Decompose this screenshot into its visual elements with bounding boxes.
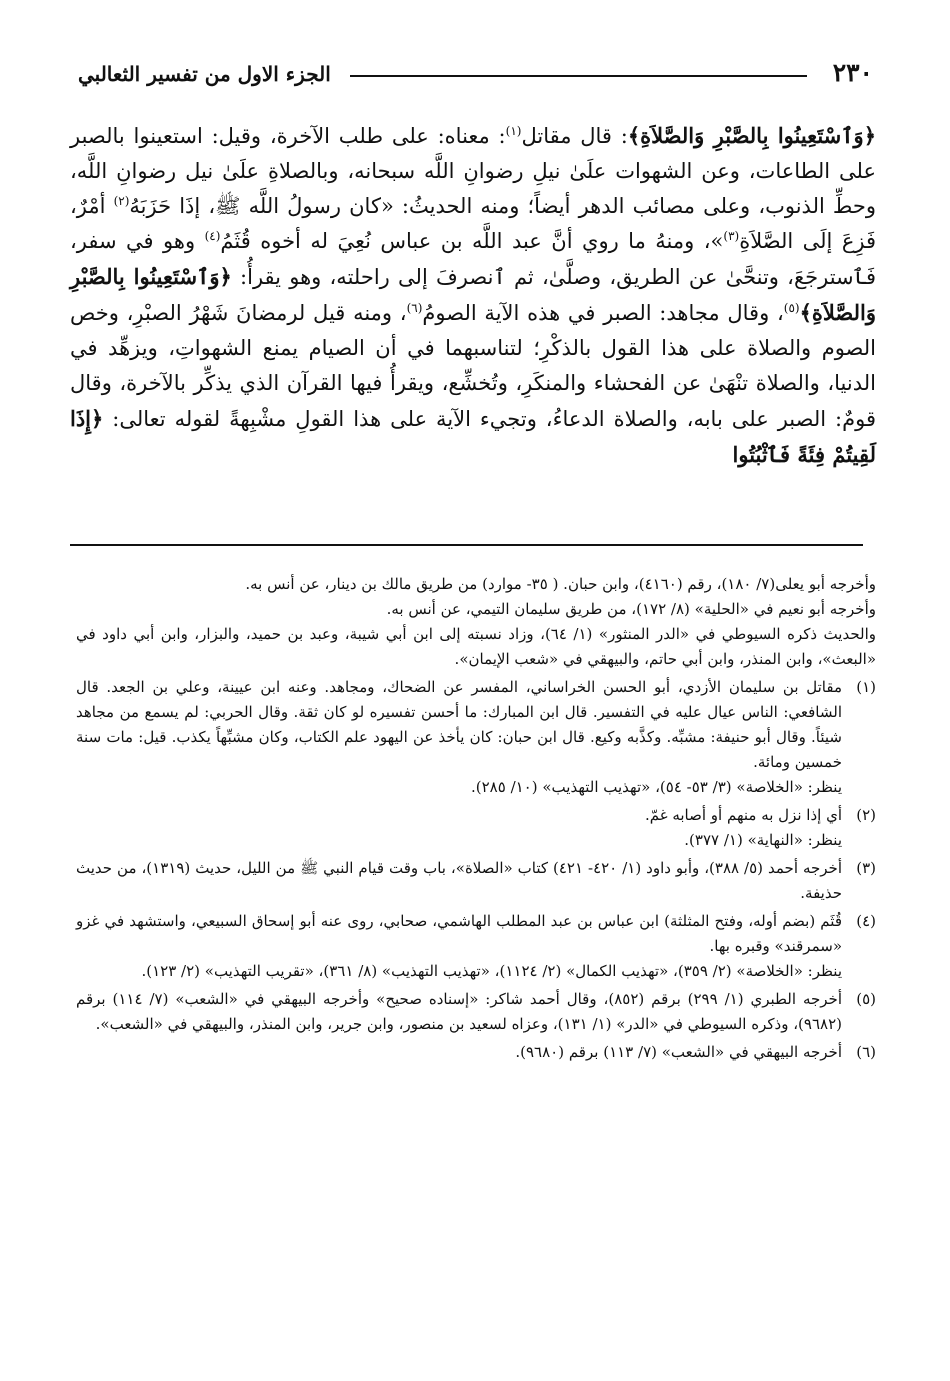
footnotes [76,572,876,1065]
footnote-number: (٦) [856,1043,876,1061]
text-run: »، ومنهُ ما روي أنَّ عبد اللَّه بن عباس نُعِيَ له أخوه قُثَمُ [220,229,724,253]
footnote-ref: (٢) [113,194,130,208]
footnote-number: (٥) [856,990,876,1008]
footnote-item [76,1040,876,1065]
footnote-body [76,675,842,800]
footnote-line: ينظر: «النهاية» (١/ ٣٧٧). [684,831,842,849]
footnote-ref: (٥) [783,301,800,315]
footnote-ref: (٤) [204,229,221,243]
footnote-line: أخرجه أحمد (٥/ ٣٨٨)، وأبو داود (١/ ٤٢٠- ٤٢١) كتاب «الصلاة»، باب وقت قيام النبي ﷺ من الليل، حديث (١٣١٩)، من حديث حذيفة. [76,859,842,902]
footnote-number: (١) [856,678,876,696]
footnote-ref: (٣) [723,229,740,243]
footnote-item [76,987,876,1037]
footnote-line: ينظر: «الخلاصة» (٢/ ٣٥٩)، «تهذيب الكمال» (٢/ ١١٢٤)، «تهذيب التهذيب» (٨/ ٣٦١)، «تقريب التهذيب» (٢/ ١٢٣). [141,962,842,980]
footnote-line: والحديث ذكره السيوطي في «الدر المنثور» (١/ ٦٤)، وزاد نسبته إلى ابن أبي شيبة، وعبد بن حميد، والبزار، وابن أبي داود في «البعث»، وابن المنذر، وابن أبي حاتم، والبيهقي في «شعب الإيمان». [76,625,876,668]
footnote-line: مقاتل بن سليمان الأزدي، أبو الحسن الخراساني، المفسر عن الضحاك، ومجاهد. وعنه ابن عيينة، وعلي بن الجعد. قال الشافعي: الناس عيال عليه في التفسير. قال ابن المبارك: ما أحسن تفسيره لو كان ثقة. وقال الحربي: لم يسمع من مجاهد شيئاً. وقال أبو حنيفة: مشبِّه. وكذَّبه وكيع. قال ابن حبان: كان يأخذ عن اليهود علم الكتاب، وكان مشبِّهاً يكذب. قيل: مات سنة خمسين ومائة. [76,678,842,771]
running-header [78,58,873,92]
text-run: : معناه: على طلب الآخرة، وقيل: استعينوا بالصبر على الطاعات، وعن الشهوات علَىٰ نيلِ رضوانِ اللَّه سبحانه، وبالصلاةِ علَىٰ نيل رضوانِ اللَّه، وحطِّ الذنوب، وعلى مصائب الدهر أيضاً؛ ومنه الحديثُ: «كان رسولُ اللَّه ﷺ، إذَا حَزَبَهُ [70,124,876,218]
footnote-item [76,675,876,800]
running-title: الجزء الاول من تفسير الثعالبي [78,62,331,86]
page-number: ٢٣٠ [832,58,873,87]
footnote-ref: (٦) [406,301,423,315]
footnote-line: أخرجه الطبري (١/ ٢٩٩) برقم (٨٥٢)، وقال أحمد شاكر: «إسناده صحيح» وأخرجه البيهقي في «الشعب» (٧/ ١١٤) برقم (٩٦٨٢)، وذكره السيوطي في «الدر» (١/ ١٣١)، وعزاه لسعيد بن منصور، وابن جرير، وابن المنذر، والبيهقي في «الشعب». [76,990,842,1033]
footnote-separator [70,544,863,546]
main-text [70,118,876,473]
quran-verse: ﴿وَٱسْتَعِينُوا بِالصَّبْرِ وَالصَّلاَةِ﴾ [627,123,876,148]
header-rule [350,75,807,77]
footnote-item [76,803,876,853]
footnote-body [76,909,842,984]
footnote-ref: (١) [505,124,522,138]
text-run: وهو في سفر، فَٱسترجَعَ، وتنحَّىٰ عن الطريق، وصلَّىٰ، ثم ٱنصرفَ إلى راحلته، وهو يقرأُ: [70,229,876,289]
footnote-item [76,909,876,984]
footnote-body [76,856,842,906]
text-run: : قال مقاتل [521,124,628,148]
quran-verse: ﴿وَٱسْتَعِينُوا بِالصَّبْرِ وَالصَّلاَةِ﴾ [70,264,877,325]
text-run: أمْرٌ، فَزِعَ إلَى الصَّلاَةِ [70,194,876,253]
footnote-line: وأخرجه أبو نعيم في «الحلية» (٨/ ١٧٢)، من طريق سليمان التيمي، عن أنس به. [386,600,876,618]
text-run: ، وقال مجاهد: الصبر في هذه الآية الصومُ [422,301,784,325]
quran-verse: ﴿إِذَا لَقِيتُمْ فِئَةً فَٱثْبُتُوا [70,406,876,467]
footnote-number: (٢) [856,806,876,824]
footnote-line: أخرجه البيهقي في «الشعب» (٧/ ١١٣) برقم (٩٦٨٠). [515,1043,842,1061]
footnote-body [76,803,842,853]
footnote-body [76,1040,842,1065]
footnote-number: (٣) [856,859,876,877]
footnote-number: (٤) [856,912,876,930]
footnote-continuation [76,572,876,672]
main-paragraph [70,118,876,473]
footnote-line: قُثَم (بضم أوله، وفتح المثلثة) ابن عباس بن عبد المطلب الهاشمي، صحابي، روى عنه أبو إسحاق السبيعي، واستشهد في غزو «سمرقند» وقبره بها. [76,912,842,955]
footnote-line: أي إذا نزل به منهم أو أصابه غمّ. [644,806,842,824]
footnote-body [76,987,842,1037]
footnote-line: وأخرجه أبو يعلى(٧/ ١٨٠)، رقم (٤١٦٠)، وابن حبان. ( ٣٥- موارد) من طريق مالك بن دينار، عن أنس به. [245,575,876,593]
text-run: ، ومنه قيل لرمضانَ شَهْرُ الصبْرِ، وخص الصوم والصلاة على هذا القول بالذكْرِ؛ لتناسبهما في أن الصيام يمنع الشهواتِ، ويزهِّد في الدنيا، والصلاة تنْهَىٰ عن الفحشاء والمنكَرِ، وتُخشِّع، ويقرأُ فيها القرآن الذي يذكِّر بالآخرة، وقال قومٌ: الصبر على بابه، والصلاة الدعاءُ، وتجيء الآية على هذا القولِ مشْبِهةً لقوله تعالى: [70,301,876,431]
footnote-line: ينظر: «الخلاصة» (٣/ ٥٣- ٥٤)، «تهذيب التهذيب» (١٠/ ٢٨٥). [471,778,842,796]
footnote-item [76,856,876,906]
